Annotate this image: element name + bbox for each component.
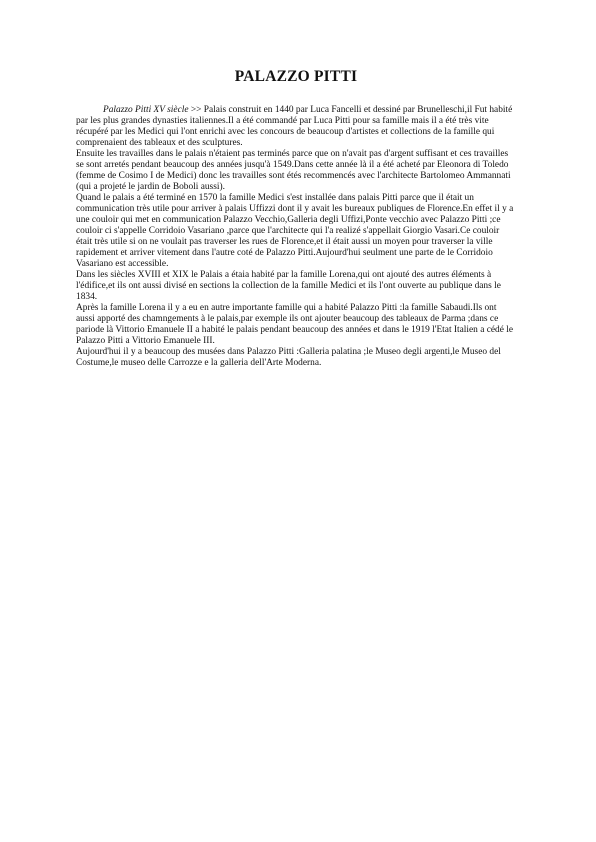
paragraph-medici: Quand le palais a été terminé en 1570 la famille Medici s'est installée dans palais Pitti parce que il était un communication très utile pour arriver à palais Uffizzi dont il y avait les bureaux publiques de Florence.En effet il y a une couloir qui met en communication Palazzo Vecchio,Galleria degli Uffizi,Ponte vecchio avec Palazzo Pitti ;ce couloir ci s'appelle Corridoio Vasariano ,parce que l'architecte qui l'a realizé s'appellait Giorgio Vasari.Ce couloir était très utile si on ne voulait pas traverser les rues de Florence,et il était aussi un moyen pour traverser la ville rapidement et arriver vitement dans l'autre coté de Palazzo Pitti.Aujourd'hui seulment une parte de le Corridoio Vasariano est accessible. bbox=[76, 193, 514, 269]
paragraph-museums: Aujourd'hui il y a beaucoup des musées dans Palazzo Pitti :Galleria palatina ;le Museo degli argenti,le Museo del Costume,le museo delle Carrozze e la galleria dell'Arte Moderna. bbox=[76, 347, 501, 368]
intro-lead: Palazzo Pitti XV siècle bbox=[103, 105, 189, 115]
document-page bbox=[76, 68, 516, 369]
paragraph-lorena: Dans les siècles XVIII et XIX le Palais a étaia habité par la famille Lorena,qui ont ajouté des autres éléments à l'édifice,et ils ont aussi divisé en sections la collection de la famille Medici et ils l'ont ouverte au publique dans le 1834. bbox=[76, 270, 501, 302]
document-body bbox=[76, 105, 516, 369]
page-title: PALAZZO PITTI bbox=[234, 68, 358, 85]
paragraph-sabaudi: Après la famille Lorena il y a eu en autre importante famille qui a habité Palazzo Pitti :la famille Sabaudi.Ils ont aussi apporté des chamngements à le palais,par exemple ils ont ajouter beaucoup des tableaux de Parma ;dans ce pariode là Vittorio Emanuele II a habité le palais pendant beaucoup des années et dans le 1919 l'Etat Italien a cédé le Palazzo Pitti a Vittorio Emanuele III. bbox=[76, 303, 513, 346]
paragraph-construction: Ensuite les travailles dans le palais n'étaient pas terminés parce que on n'avait pas d'argent suffisant et ces travailles se sont arretés pendant beaucoup des années jusqu'à 1549.Dans cette année là il a été acheté par Eleonora di Toledo (femme de Cosimo I de Medici) donc les travailles sont étés recommencés avec l'architecte Bartolomeo Ammannati (qui a projeté le jardin de Boboli aussi). bbox=[76, 149, 511, 192]
intro-text: >> Palais construit en 1440 par Luca Fancelli et dessiné par Brunelleschi,il Fut habité par les plus grandes dynasties italiennes.Il a été commandé par Luca Pitti pour sa famille mais il a été très vite récupéré par les Medici qui l'ont enrichi avec les concours de beaucoup d'artistes et collections de la famille qui comprenaient des tableaux et des sculptures. bbox=[76, 105, 513, 148]
intro-paragraph bbox=[76, 105, 516, 149]
